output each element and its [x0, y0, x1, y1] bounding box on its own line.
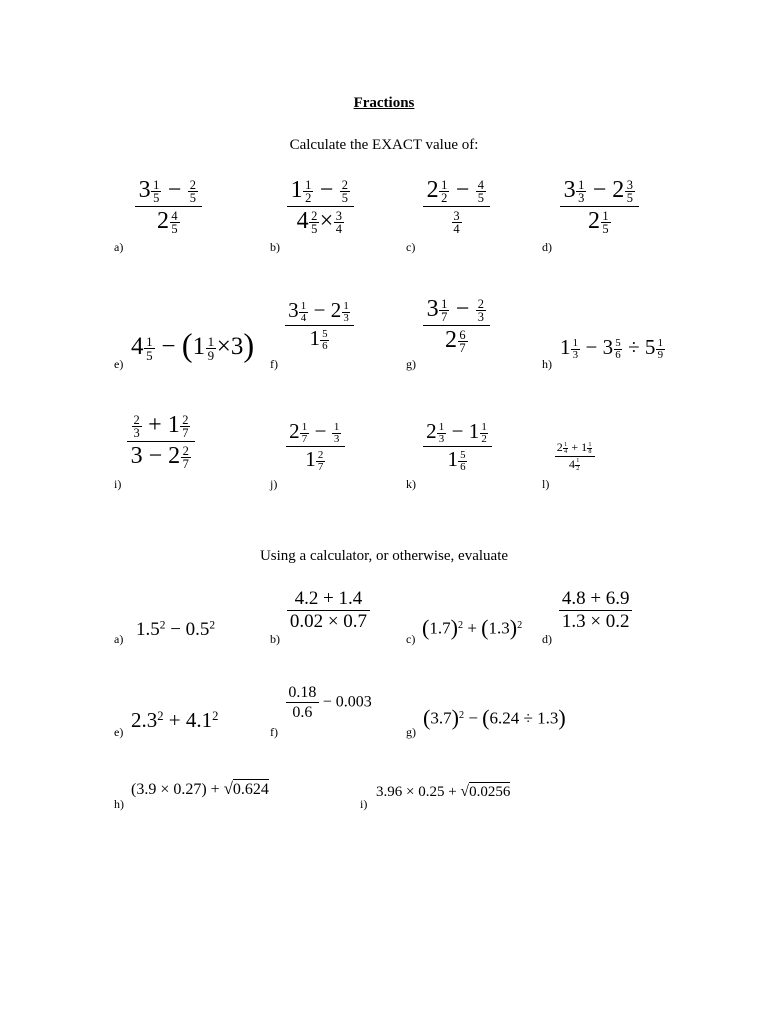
expression-1h: 1 $\frac{1}{3}$ − 3 $\frac{5}{6}$ ÷ 5 $\frac{1}{9}$	[560, 335, 664, 361]
expression-1e: 4 $\frac{1}{5}$ − (1 $\frac{1}{9}$ ×3)	[131, 328, 255, 364]
expression-2e: $2.3^2 + 4.1^2$	[131, 708, 219, 732]
expression-1l: 2 $\frac{1}{4}$ + 1 $\frac{1}{8}$ 4 $\frac{1}{2}$	[555, 441, 595, 472]
expression-1b: 1 $\frac{1}{2}$ − $\frac{2}{5}$ 4 $\frac{2}{5}$ × $\frac{3}{4}$	[287, 178, 354, 236]
expression-2a: $1.5^2 - 0.5^2$	[136, 619, 216, 640]
label-1i: i)	[114, 477, 122, 491]
label-1b: b)	[270, 240, 280, 254]
expression-2c: $(1.7)^2 + (1.3)^2$	[422, 615, 523, 640]
label-2b: b)	[270, 632, 280, 646]
expression-1c: 2 $\frac{1}{2}$ − $\frac{4}{5}$ $\frac{3}{4}$	[423, 178, 490, 236]
expression-1f: 3 $\frac{1}{4}$ − 2 $\frac{1}{3}$ 1 $\frac{5}{6}$	[285, 300, 354, 352]
label-1h: h)	[542, 357, 552, 371]
label-1k: k)	[406, 477, 416, 491]
label-2g: g)	[406, 725, 416, 739]
label-2f: f)	[270, 725, 278, 739]
label-1e: e)	[114, 357, 124, 371]
label-2h: h)	[114, 797, 124, 811]
label-2c: c)	[406, 632, 416, 646]
expression-1k: 2 $\frac{1}{3}$ − 1 $\frac{1}{2}$ 1 $\frac{5}{6}$	[423, 421, 492, 473]
label-2e: e)	[114, 725, 124, 739]
label-2i: i)	[360, 797, 368, 811]
label-2d: d)	[542, 632, 552, 646]
page-title: Fractions	[353, 95, 415, 111]
label-1f: f)	[270, 357, 278, 371]
label-1a: a)	[114, 240, 124, 254]
expression-2g: $(3.7)^2 - (6.24 \div 1.3)$	[423, 705, 566, 730]
label-2a: a)	[114, 632, 124, 646]
expression-1i: $\frac{2}{3}$ + 1 $\frac{2}{7}$ 3 − 2 $\frac{2}{7}$	[127, 413, 195, 471]
expression-2i: 3.96 × 0.25 + √0.0256	[376, 783, 511, 800]
expression-2h: (3.9 × 0.27) + √0.624	[131, 779, 269, 798]
expression-2b: $\frac{4.2 + 1.4}{0.02 \times 0.7}$	[287, 589, 370, 631]
label-1d: d)	[542, 240, 552, 254]
label-1l: l)	[542, 477, 550, 491]
label-1j: j)	[270, 477, 278, 491]
section-1-instruction: Calculate the EXACT value of:	[289, 137, 479, 153]
section-2-instruction: Using a calculator, or otherwise, evaluate	[259, 548, 509, 564]
expression-1d: 3 $\frac{1}{3}$ − 2 $\frac{3}{5}$ 2 $\frac{1}{5}$	[560, 178, 639, 236]
expression-2d: $\frac{4.8 + 6.9}{1.3 \times 0.2}$	[559, 589, 632, 631]
label-1g: g)	[406, 357, 416, 371]
expression-1a: 3 $\frac{1}{5}$ − $\frac{2}{5}$ 2 $\frac{4}{5}$	[135, 178, 202, 236]
label-1c: c)	[406, 240, 416, 254]
expression-1j: 2 $\frac{1}{7}$ − $\frac{1}{3}$ 1 $\frac{2}{7}$	[286, 421, 345, 473]
expression-1g: 3 $\frac{1}{7}$ − $\frac{2}{3}$ 2 $\frac{6}{7}$	[423, 297, 490, 355]
expression-2f: $\frac{0.18}{0.6}$ − 0.003	[286, 685, 372, 721]
